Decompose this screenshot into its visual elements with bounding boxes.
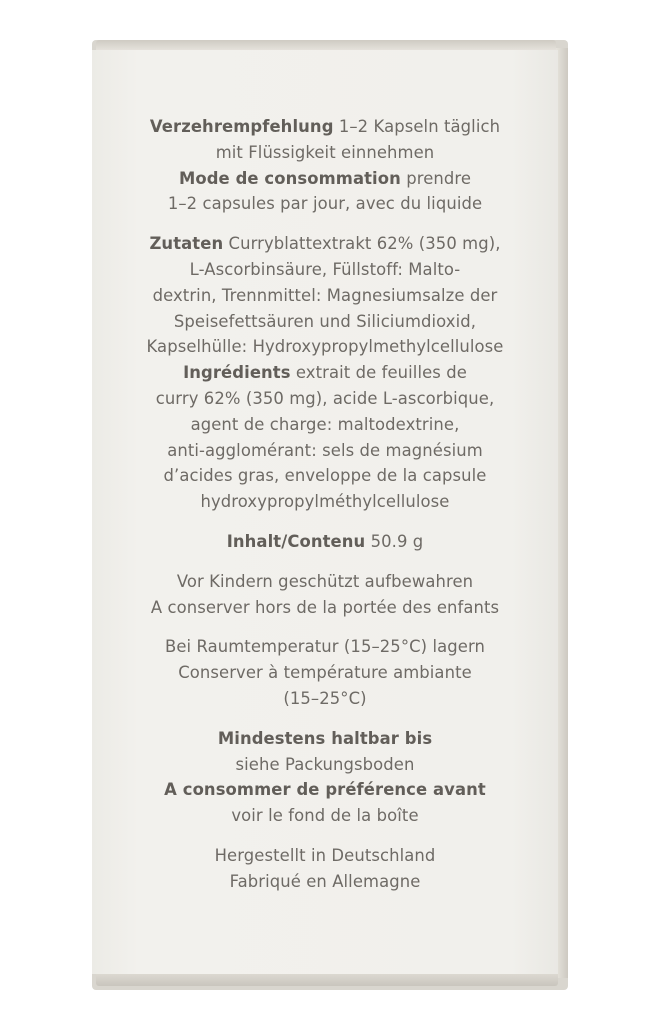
ingredients-section: [92, 231, 558, 515]
ingredients-de-heading: Zutaten: [149, 234, 224, 254]
best-before-section: [92, 726, 558, 829]
usage-de-line2: mit Flüssigkeit einnehmen: [215, 142, 435, 162]
ingredients-de-line2: L-Ascorbinsäure, Füllstoff: Malto-: [189, 259, 461, 279]
children-warning-fr: A conserver hors de la portée des enfants: [150, 597, 500, 617]
best-before-fr-text: voir le fond de la boîte: [231, 806, 419, 826]
content-heading: Inhalt/Contenu: [226, 531, 366, 551]
usage-de-heading: Verzehrempfehlung: [149, 117, 334, 136]
product-label-text: [92, 114, 558, 909]
ingredients-de-line3: dextrin, Trennmittel: Magnesiumsalze der: [152, 285, 498, 305]
ingredients-de-line4: Speisefettsäuren und Siliciumdioxid,: [173, 311, 477, 331]
usage-section: [92, 114, 558, 217]
ingredients-fr-line6: hydroxypropylméthylcellulose: [200, 492, 450, 512]
ingredients-de-text: Curryblattextrakt 62% (350 mg),: [228, 234, 501, 254]
storage-de: Bei Raumtemperatur (15–25°C) lagern: [164, 637, 485, 657]
origin-section: [92, 843, 558, 895]
storage-fr-line2: (15–25°C): [283, 688, 367, 708]
usage-fr-text: prendre: [406, 168, 472, 188]
ingredients-fr-line3: agent de charge: maltodextrine,: [190, 414, 460, 434]
best-before-fr-heading: A consommer de préférence avant: [164, 780, 486, 800]
usage-de-text: 1–2 Kapseln täglich: [338, 117, 501, 136]
content-value: 50.9 g: [370, 531, 424, 551]
origin-fr: Fabriqué en Allemagne: [229, 871, 421, 891]
ingredients-fr-line5: d’acides gras, enveloppe de la capsule: [163, 466, 487, 486]
ingredients-fr-line4: anti-agglomérant: sels de magnésium: [167, 440, 483, 460]
children-warning-section: [92, 569, 558, 621]
usage-fr-heading: Mode de consommation: [178, 168, 401, 188]
usage-fr-line2: 1–2 capsules par jour, avec du liquide: [167, 194, 483, 214]
ingredients-fr-line2: curry 62% (350 mg), acide L-ascorbique,: [155, 388, 495, 408]
children-warning-de: Vor Kindern geschützt aufbewahren: [176, 571, 474, 591]
origin-de: Hergestellt in Deutschland: [214, 845, 436, 865]
best-before-de-text: siehe Packungsboden: [235, 754, 415, 774]
ingredients-fr-text: extrait de feuilles de: [295, 363, 467, 383]
content-section: [92, 529, 558, 555]
ingredients-de-line5: Kapselhülle: Hydroxypropylmethylcellulose: [146, 337, 504, 357]
storage-fr-line1: Conserver à température ambiante: [178, 663, 472, 683]
best-before-de-heading: Mindestens haltbar bis: [217, 728, 433, 748]
storage-section: [92, 634, 558, 711]
ingredients-fr-heading: Ingrédients: [183, 363, 291, 383]
